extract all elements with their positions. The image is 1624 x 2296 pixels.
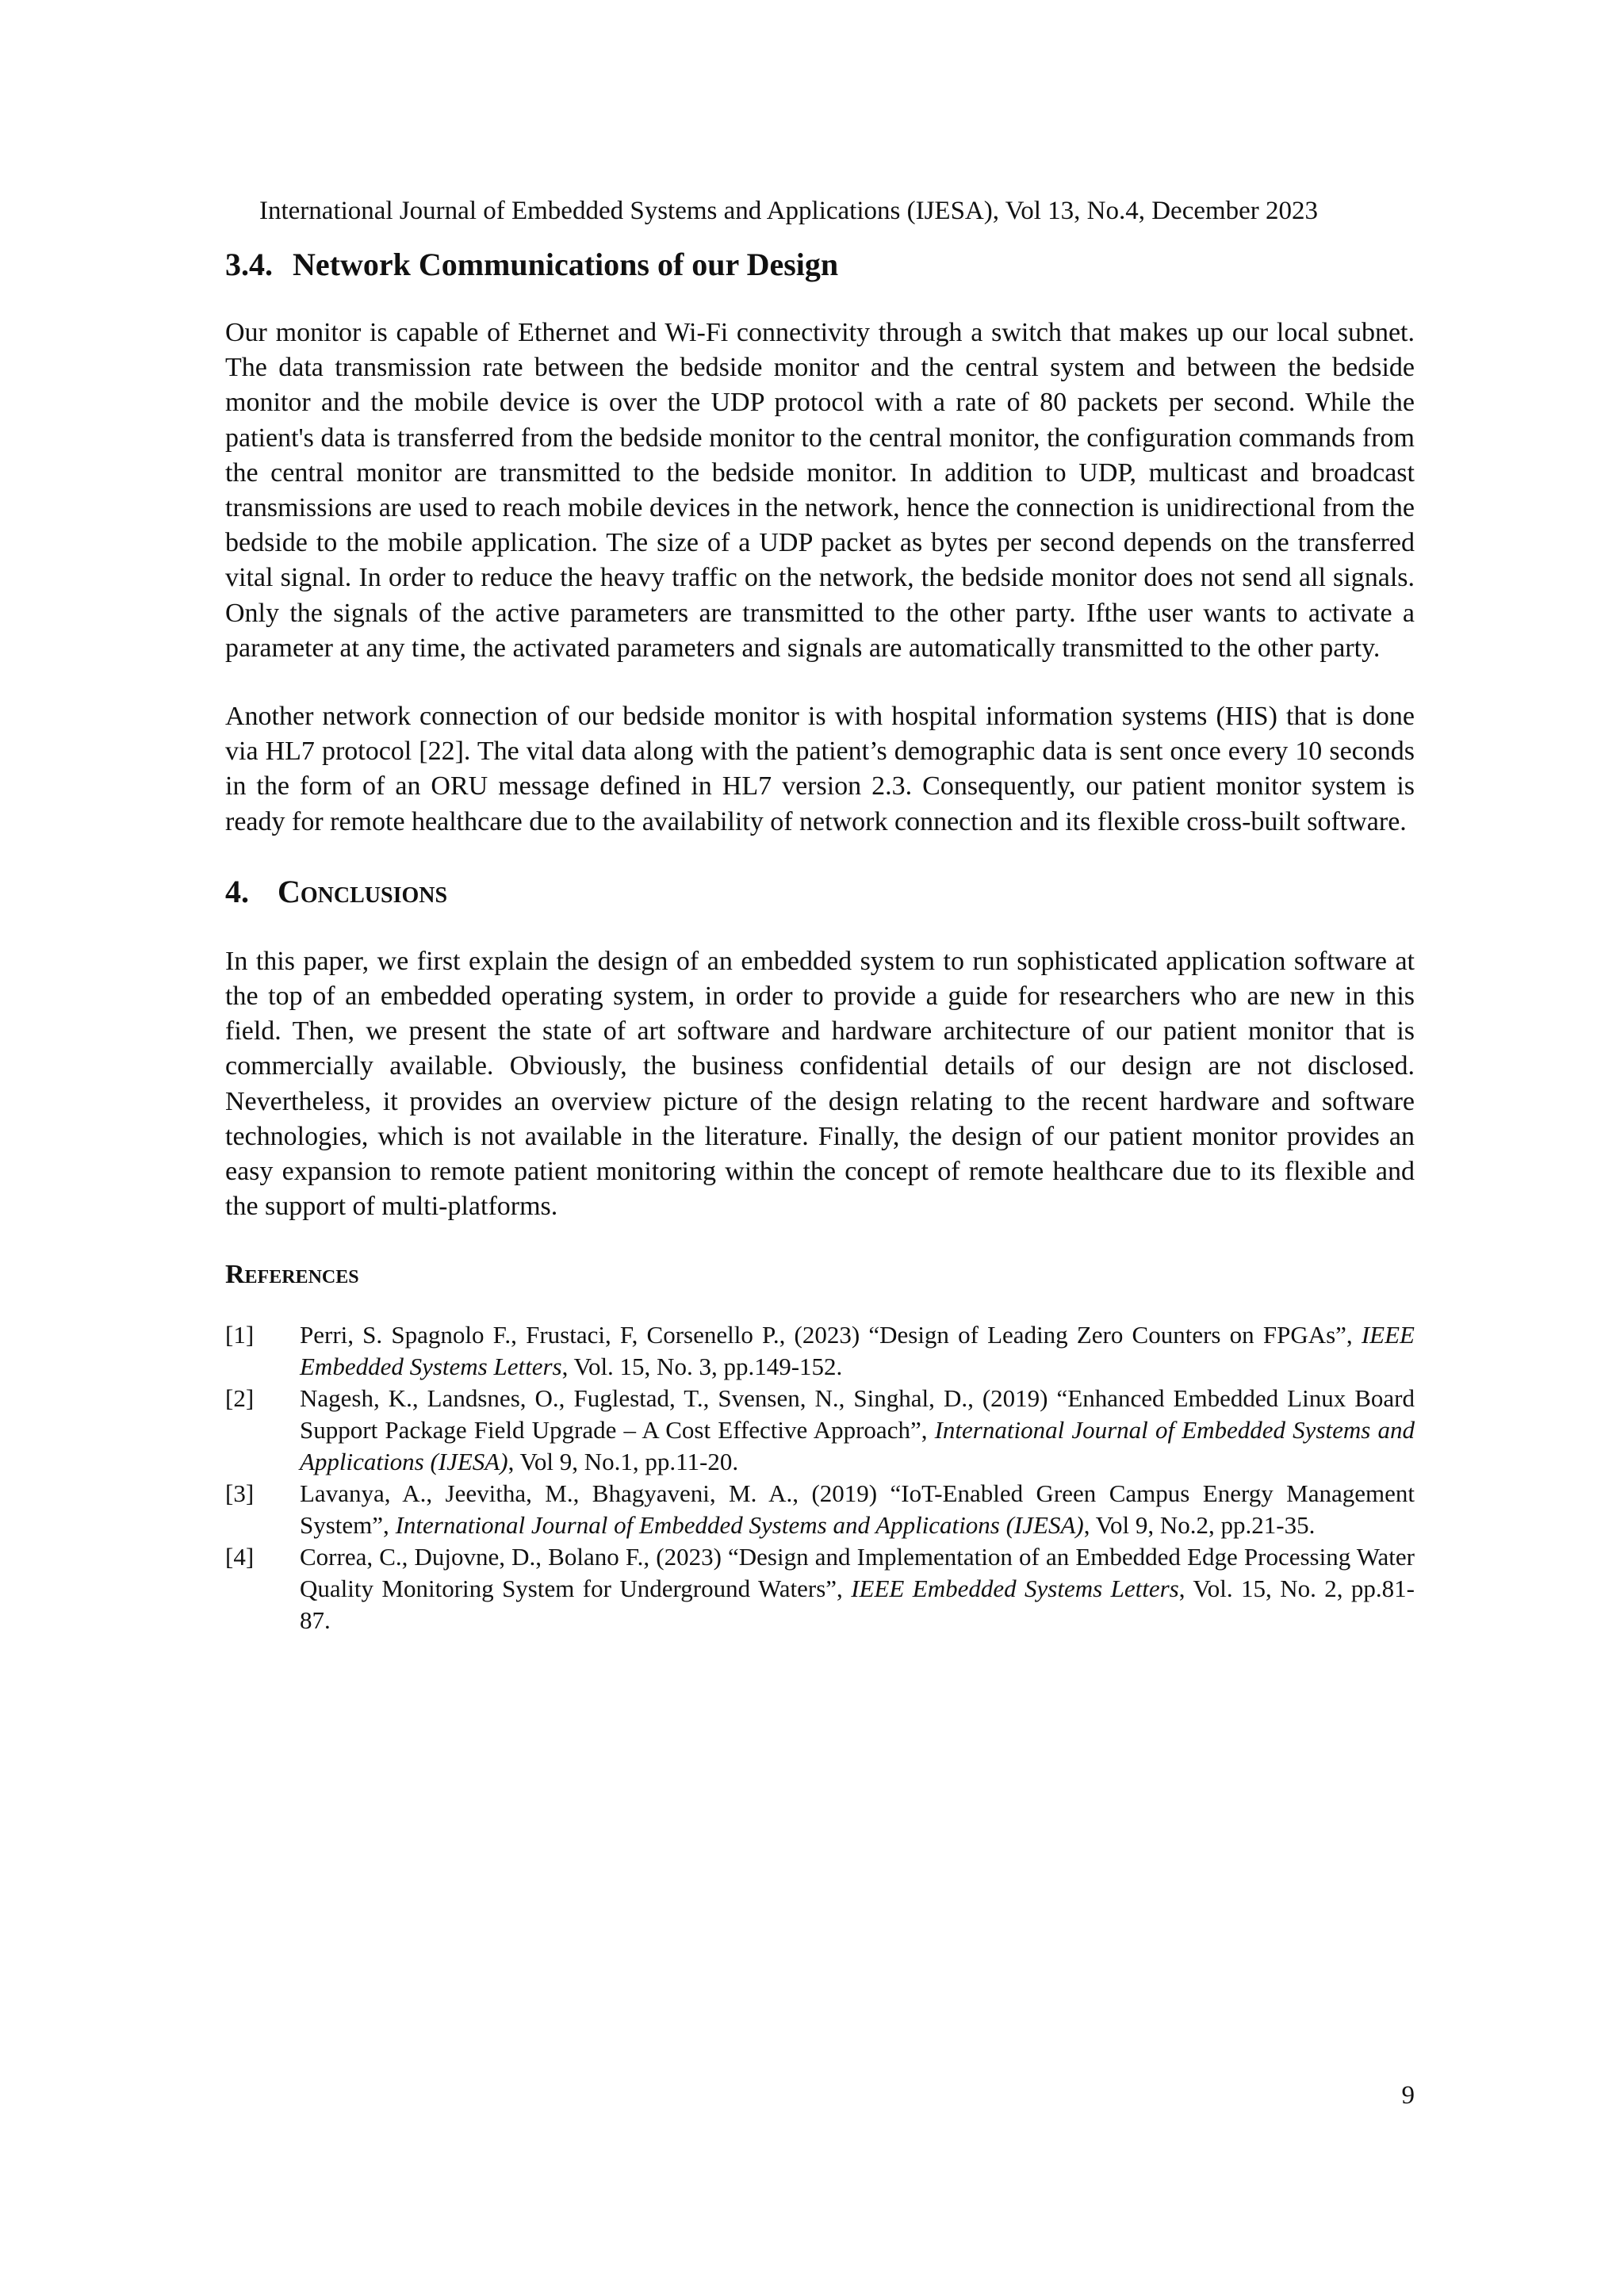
page-number: 9 — [1401, 2081, 1415, 2110]
subsection-title: Network Communications of our Design — [293, 247, 839, 282]
subsection-number: 3.4. — [225, 247, 273, 282]
body-paragraph-1: Our monitor is capable of Ethernet and Wi-Fi connectivity through a switch that makes up our local subnet. The data transmission rate between the bedside monitor and the central system and between the bedside monitor and the mobile device is over the UDP protocol with a rate of 80 packets per second. While the patient's data is transferred from the bedside monitor to the central monitor, the configuration commands from the central monitor are transmitted to the bedside monitor. In addition to UDP, multicast and broadcast transmissions are used to reach mobile devices in the network, hence the connection is unidirectional from the bedside to the mobile application. The size of a UDP packet as bytes per second depends on the transferred vital signal. In order to reduce the heavy traffic on the network, the bedside monitor does not send all signals. Only the signals of the active parameters are transmitted to the other party. Ifthe user wants to activate a parameter at any time, the activated parameters and signals are automatically transmitted to the other party. — [225, 318, 1415, 663]
reference-item — [225, 1319, 1415, 1383]
reference-number: [4] — [225, 1543, 255, 1571]
page-content — [225, 246, 1415, 1636]
reference-details: , Vol. 15, No. 2, pp.81-87. — [300, 1575, 1415, 1635]
body-paragraph-2: Another network connection of our bedside monitor is with hospital information systems (HIS) that is done via HL7 protocol [22]. The vital data along with the patient’s demographic data is sent once every 10 seconds in the form of an ORU message defined in HL7 version 2.3. Consequently, our patient monitor system is ready for remote healthcare due to the availability of network connection and its flexible cross-built software. — [225, 702, 1415, 836]
section-number: 4. — [225, 873, 249, 909]
reference-number: [3] — [225, 1479, 255, 1508]
section-heading-conclusions — [225, 873, 1415, 911]
section-title: Conclusions — [278, 873, 448, 909]
reference-authors-title: Correa, C., Dujovne, D., Bolano F., (2023) “Design and Implementation of an Embedded Edge Processing Water Quality Monitoring System for Underground Waters”, — [300, 1543, 1415, 1603]
subsection-heading — [225, 246, 1415, 284]
reference-item — [225, 1478, 1415, 1541]
reference-item — [225, 1541, 1415, 1636]
reference-venue: International Journal of Embedded Systems and Applications (IJESA) — [395, 1511, 1084, 1540]
conclusions-paragraph: In this paper, we first explain the design of an embedded system to run sophisticated application software at the top of an embedded operating system, in order to provide a guide for researchers who are new in this field. Then, we present the state of art software and hardware architecture of our patient monitor that is commercially available. Obviously, the business confidential details of our design are not disclosed. Nevertheless, it provides an overview picture of the design relating to the recent hardware and software technologies, which is not available in the literature. Finally, the design of our patient monitor provides an easy expansion to remote patient monitoring within the concept of remote healthcare due to its flexible and the support of multi-platforms. — [225, 946, 1415, 1222]
reference-venue: IEEE Embedded Systems Letters — [851, 1575, 1179, 1603]
reference-number: [2] — [225, 1384, 255, 1413]
reference-number: [1] — [225, 1321, 255, 1349]
running-header: International Journal of Embedded Systems and Applications (IJESA), Vol 13, No.4, December 2023 — [259, 197, 1319, 225]
references-heading: References — [225, 1260, 359, 1290]
reference-authors-title: Lavanya, A., Jeevitha, M., Bhagyaveni, M. A., (2019) “IoT-Enabled Green Campus Energy Management System”, — [300, 1479, 1415, 1540]
reference-details: , Vol 9, No.2, pp.21-35. — [1083, 1511, 1316, 1540]
reference-venue: International Journal of Embedded Systems and Applications (IJESA) — [300, 1416, 1415, 1476]
reference-item — [225, 1383, 1415, 1478]
reference-details: , Vol. 15, No. 3, pp.149-152. — [561, 1353, 843, 1381]
reference-authors-title: Nagesh, K., Landsnes, O., Fuglestad, T., Svensen, N., Singhal, D., (2019) “Enhanced Embedded Linux Board Support Package Field Upgrade – A Cost Effective Approach”, — [300, 1384, 1415, 1445]
reference-venue: IEEE Embedded Systems Letters — [300, 1321, 1415, 1381]
reference-authors-title: Perri, S. Spagnolo F., Frustaci, F, Corsenello P., (2023) “Design of Leading Zero Counters on FPGAs”, — [300, 1321, 1362, 1349]
reference-details: , Vol 9, No.1, pp.11-20. — [508, 1448, 739, 1476]
